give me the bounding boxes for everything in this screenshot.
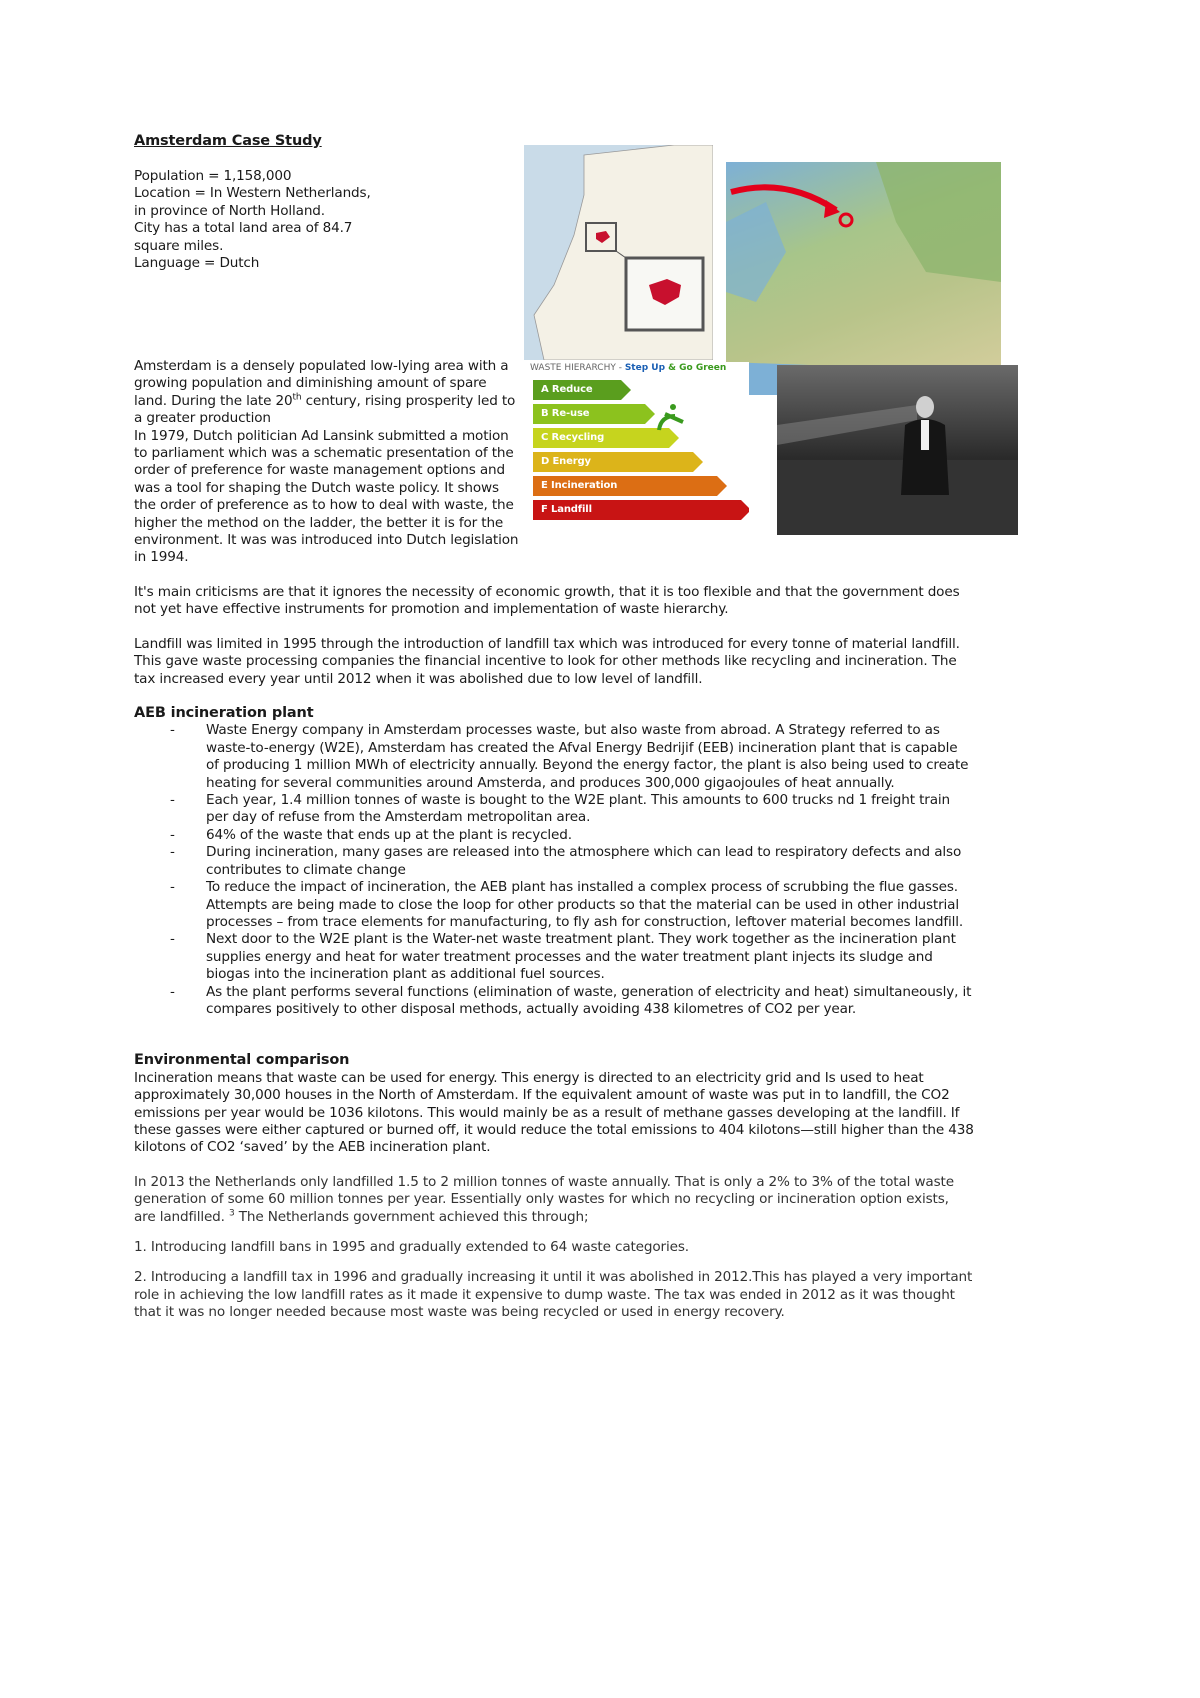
hierarchy-title-c: & Go Green [665,363,727,373]
hierarchy-level-recycling: C Recycling [533,428,669,448]
fact-line: Language = Dutch [134,255,260,272]
env-paragraph-4: 2. Introducing a landfill tax in 1996 and gradually increasing it until it was abolished in 2012.This has played a very important role in achieving the low landfill rates as it made it expensive to dump waste. The tax was ended in 2012 as it was thought that it was no longer needed because most waste was being recycled or used in energy recovery. [134,1269,973,1321]
aeb-heading: AEB incineration plant [134,705,314,722]
intro-section [134,358,979,567]
fact-line: Location = In Western Netherlands, [134,185,371,202]
env-paragraph-1: Incineration means that waste can be used for energy. This energy is directed to an electricity grid and Is used to heat approximately 30,000 houses in the North of Amsterdam. If the equivalent amount of waste was put in to landfill, the CO2 emissions per year would be 1036 kilotons. This would mainly be as a result of methane gasses developing at the landfill. If these gasses were either captured or burned off, it would reduce the total emissions to 404 kilotons—still higher than the 438 kilotons of CO2 ‘saved’ by the AEB incineration plant. [134,1069,974,1156]
hierarchy-level-reduce: A Reduce [533,380,621,400]
footnote-ref: 3 [229,1208,235,1219]
env-text: In 2013 the Netherlands only landfilled 1.5 to 2 million tonnes of waste annually. That is only a 2% to 3% of the total waste generation of some 60 million tonnes per year. Essentially only wastes for which no recycling or incineration option exists, are landfilled. [134,1173,954,1225]
env-text: The Netherlands government achieved this through; [234,1208,589,1225]
page-title: Amsterdam Case Study [134,133,322,149]
hierarchy-level-reuse: B Re-use [533,404,645,424]
netherlands-map-image [524,145,713,360]
superscript: th [292,392,302,403]
list-item: - Waste Energy company in Amsterdam processes waste, but also waste from abroad. A Strategy referred to as waste-to-energy (W2E), Amsterdam has created the Afval Energy Bedrijif (EEB) incineration plant that is capable of producing 1 million MWh of electricity annually. Beyond the energy factor, the plant is also being used to create heating for several communities around Amsterda, and produces 300,000 gigaojoules of heat annually. [206,722,974,792]
intro-text: Amsterdam is a densely populated low-lying area with a growing population and diminishing amount of spare land. During the late 20 [134,358,509,409]
fact-line: Population = 1,158,000 [134,168,292,184]
list-item: - To reduce the impact of incineration, the AEB plant has installed a complex process of scrubbing the flue gasses. Attempts are being made to close the loop for other products so that the material can be used in other industrial processes – from trace elements for manufacturing, to fly ash for construction, leftover material becomes landfill. [206,879,974,931]
hierarchy-level-incineration: E Incineration [533,476,717,496]
criticism-paragraph: It's main criticisms are that it ignores the necessity of economic growth, that it is too flexible and that the government does not yet have effective instruments for promotion and implementation of waste hierarchy. [134,584,960,618]
list-item: - 64% of the waste that ends up at the plant is recycled. [206,827,974,844]
env-paragraph-3: 1. Introducing landfill bans in 1995 and gradually extended to 64 waste categories. [134,1239,689,1255]
hierarchy-title-a: WASTE HIERARCHY - [530,363,625,373]
aeb-list [134,722,974,1018]
env-heading: Environmental comparison [134,1052,350,1069]
env-paragraph-2 [134,1174,974,1226]
fact-line: in province of North Holland. [134,202,325,219]
list-item: - Each year, 1.4 million tonnes of waste is bought to the W2E plant. This amounts to 600 trucks nd 1 freight train per day of refuse from the Amsterdam metropolitan area. [206,792,974,827]
hierarchy-title-b: Step Up [624,363,666,373]
fact-line: square miles. [134,237,224,254]
list-item: - As the plant performs several functions (elimination of waste, generation of electricity and heat) simultaneously, it compares positively to other disposal methods, actually avoiding 438 kilometres of CO2 per year. [206,984,974,1019]
hierarchy-level-landfill: F Landfill [533,500,741,520]
landfill-paragraph: Landfill was limited in 1995 through the introduction of landfill tax which was introduced for every tonne of material landfill. This gave waste processing companies the financial incentive to look for other methods like recycling and incineration. The tax increased every year until 2012 when it was abolished due to low level of landfill. [134,635,960,687]
fact-line: City has a total land area of 84.7 [134,220,353,237]
list-item: - During incineration, many gases are released into the atmosphere which can lead to respiratory defects and also contributes to climate change [206,844,974,879]
list-item: - Next door to the W2E plant is the Water-net waste treatment plant. They work together as the incineration plant supplies energy and heat for water treatment processes and the water treatment plant injects its sludge and biogas into the incineration plant as additional fuel sources. [206,931,974,983]
facts-block [134,168,371,272]
intro-text: century, rising prosperity led to a greater production [134,392,516,427]
intro-paragraph-2: In 1979, Dutch politician Ad Lansink submitted a motion to parliament which was a schematic presentation of the order of preference for waste management options and was a tool for shaping the Dutch waste policy. It shows the order of preference as to how to deal with waste, the higher the method on the ladder, the better it is for the environment. It was was introduced into Dutch legislation in 1994. [134,427,519,566]
hierarchy-level-energy: D Energy [533,452,693,472]
body-section [134,584,974,1322]
